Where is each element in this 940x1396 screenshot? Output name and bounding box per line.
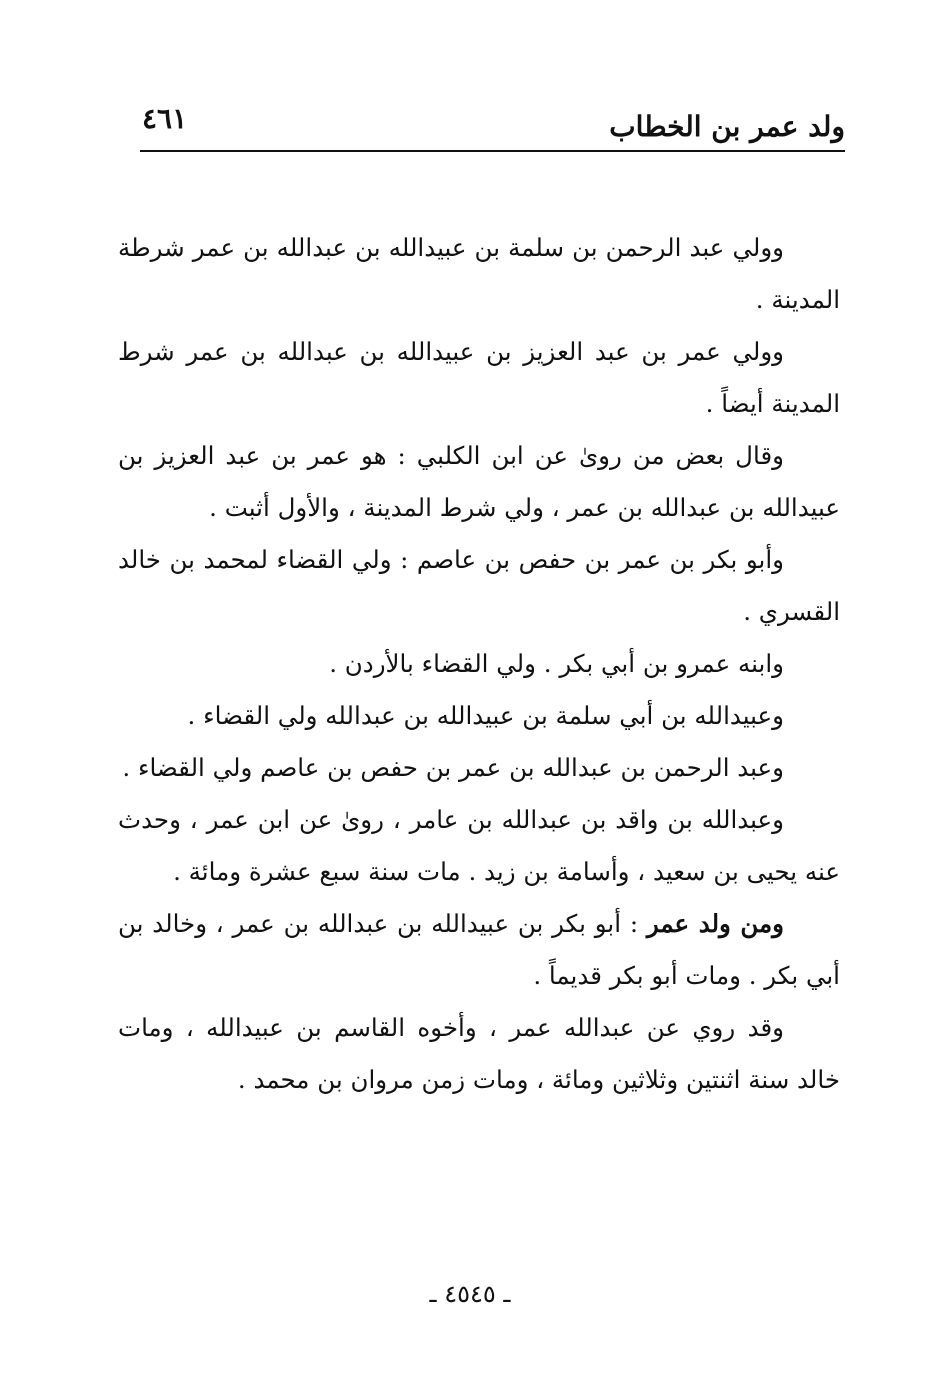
chapter-title: ولد عمر بن الخطاب [609,110,845,143]
paragraph-4: وأبو بكر بن عمر بن حفص بن عاصم : ولي القضاء لمحمد بن خالد القسري . [118,545,840,626]
paragraph-3: وقال بعض من روىٰ عن ابن الكلبي : هو عمر بن عبد العزيز بن عبيدالله بن عبدالله بن عمر ، ولي شرط المدينة ، والأول أثبت . [118,441,840,522]
bold-lead-phrase: ومن ولد عمر [646,909,784,938]
header-page-number: ٤٦١ [142,102,188,135]
paragraph-10: وقد روي عن عبدالله عمر ، وأخوه القاسم بن عبيدالله ، ومات خالد سنة اثنتين وثلاثين ومائة ، ومات زمن مروان بن محمد . [118,1013,840,1094]
paragraph-5: وابنه عمرو بن أبي بكر . ولي القضاء بالأردن . [329,649,784,678]
paragraph-7: وعبد الرحمن بن عبدالله بن عمر بن حفص بن عاصم ولي القضاء . [122,753,784,782]
paragraph-6: وعبيدالله بن أبي سلمة بن عبيدالله بن عبدالله ولي القضاء . [187,701,784,730]
header-rule [140,150,845,152]
paragraph-9 [118,898,840,1002]
body-text [118,222,840,1106]
paragraph-9-text: : أبو بكر بن عبيدالله بن عبدالله بن عمر ، وخالد بن أبي بكر . ومات أبو بكر قديماً . [118,909,840,990]
paragraph-2: وولي عمر بن عبد العزيز بن عبيدالله بن عبدالله بن عمر شرط المدينة أيضاً . [118,337,840,418]
running-header [140,96,845,158]
paragraph-8: وعبدالله بن واقد بن عبدالله بن عامر ، روىٰ عن ابن عمر ، وحدث عنه يحيى بن سعيد ، وأسامة بن زيد . مات سنة سبع عشرة ومائة . [118,805,840,886]
paragraph-1: وولي عبد الرحمن بن سلمة بن عبيدالله بن عبدالله بن عمر شرطة المدينة . [118,233,840,314]
footer-page-number: ـ ٤٥٤٥ ـ [429,1280,511,1308]
